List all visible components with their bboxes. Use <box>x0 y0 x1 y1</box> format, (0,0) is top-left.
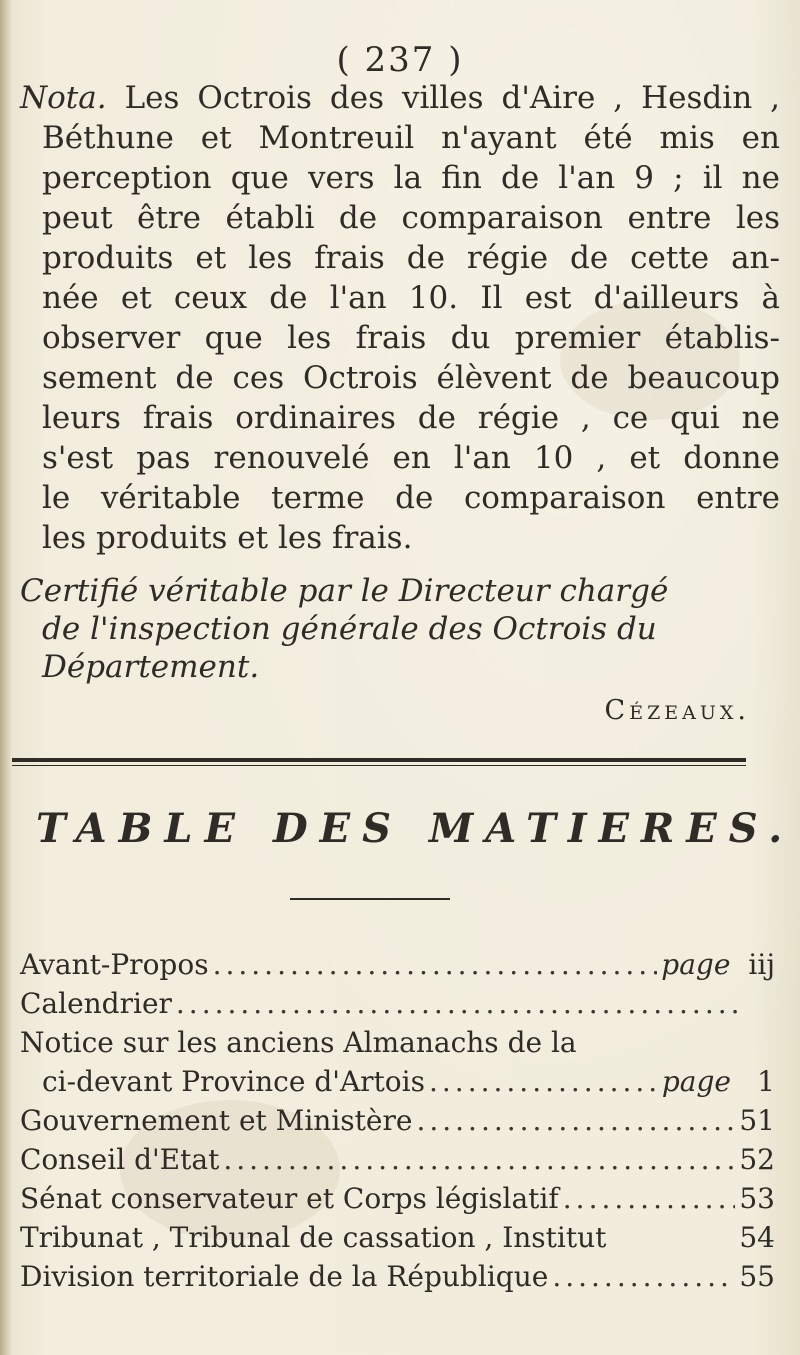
section-divider-thick <box>12 758 746 762</box>
signature: Cézeaux. <box>604 695 750 726</box>
section-divider-thin <box>12 765 746 766</box>
certification-line: de l'inspection générale des Octrois du <box>42 611 657 647</box>
table-of-contents <box>20 948 775 1299</box>
toc-heading: TABLE DES MATIERES. <box>36 805 795 852</box>
toc-page-number: 52 <box>739 1143 775 1176</box>
toc-page-number: 55 <box>739 1260 775 1293</box>
certification-line: Département. <box>42 649 260 685</box>
toc-entry <box>20 1104 775 1143</box>
toc-leader-dots <box>176 987 745 1020</box>
page-number: ( 237 ) <box>336 40 464 80</box>
toc-leader-dots <box>563 1182 736 1215</box>
toc-page-word: page <box>661 1065 731 1098</box>
toc-leader-dots <box>213 948 658 981</box>
toc-entry-label: Division territoriale de la République <box>20 1260 549 1293</box>
nota-lead-word: Nota. <box>20 80 107 116</box>
toc-entry-label: Avant-Propos <box>20 948 209 981</box>
nota-line: observer que les frais du premier établis- <box>42 320 780 356</box>
nota-line: produits et les frais de régie de cette an- <box>42 240 780 276</box>
toc-page-number: 1 <box>757 1065 775 1098</box>
toc-entry <box>20 1221 775 1260</box>
toc-entry <box>20 1260 775 1299</box>
toc-leader-dots <box>429 1065 658 1098</box>
toc-entry <box>20 1182 775 1221</box>
certification-line: Certifié véritable par le Directeur chargé <box>20 573 669 609</box>
toc-entry-label: Sénat conservateur et Corps législatif <box>20 1182 559 1215</box>
toc-entry <box>20 987 775 1026</box>
nota-line: le véritable terme de comparaison entre <box>42 480 780 516</box>
nota-line: leurs frais ordinaires de régie , ce qui ne <box>42 400 780 436</box>
toc-entry-label: Notice sur les anciens Almanachs de la <box>20 1026 577 1059</box>
toc-entry <box>20 1065 775 1104</box>
toc-leader-dots <box>552 1260 735 1293</box>
toc-heading-underline <box>290 898 450 900</box>
nota-line: Nota. Les Octrois des villes d'Aire , Hesdin , <box>20 80 780 116</box>
toc-entry <box>20 948 775 987</box>
toc-page-word: page <box>661 948 731 981</box>
toc-entry-label: Gouvernement et Ministère <box>20 1104 413 1137</box>
nota-paragraph <box>20 78 780 558</box>
nota-line: perception que vers la fin de l'an 9 ; il ne <box>42 160 780 196</box>
nota-line: Béthune et Montreuil n'ayant été mis en <box>42 120 780 156</box>
toc-page-number: iij <box>748 948 775 981</box>
toc-entry-label: Tribunat , Tribunal de cassation , Institut <box>20 1221 607 1254</box>
toc-entry-label: ci-devant Province d'Artois <box>42 1065 425 1098</box>
toc-leader-dots <box>223 1143 735 1176</box>
nota-line: les produits et les frais. <box>42 520 413 556</box>
toc-entry <box>20 1026 775 1065</box>
toc-entry-label: Calendrier <box>20 987 172 1020</box>
toc-entry-label: Conseil d'Etat <box>20 1143 220 1176</box>
toc-page-number: 54 <box>739 1221 775 1254</box>
toc-entry <box>20 1143 775 1182</box>
toc-leader-dots <box>416 1104 735 1137</box>
certification-block <box>20 572 780 686</box>
nota-line: s'est pas renouvelé en l'an 10 , et donne <box>42 440 780 476</box>
nota-line: sement de ces Octrois élèvent de beaucoup <box>42 360 780 396</box>
nota-line: peut être établi de comparaison entre les <box>42 200 780 236</box>
nota-line: née et ceux de l'an 10. Il est d'ailleurs à <box>42 280 780 316</box>
toc-page-number: 53 <box>739 1182 775 1215</box>
page-binding-edge <box>0 0 12 1355</box>
toc-page-number: 51 <box>739 1104 775 1137</box>
